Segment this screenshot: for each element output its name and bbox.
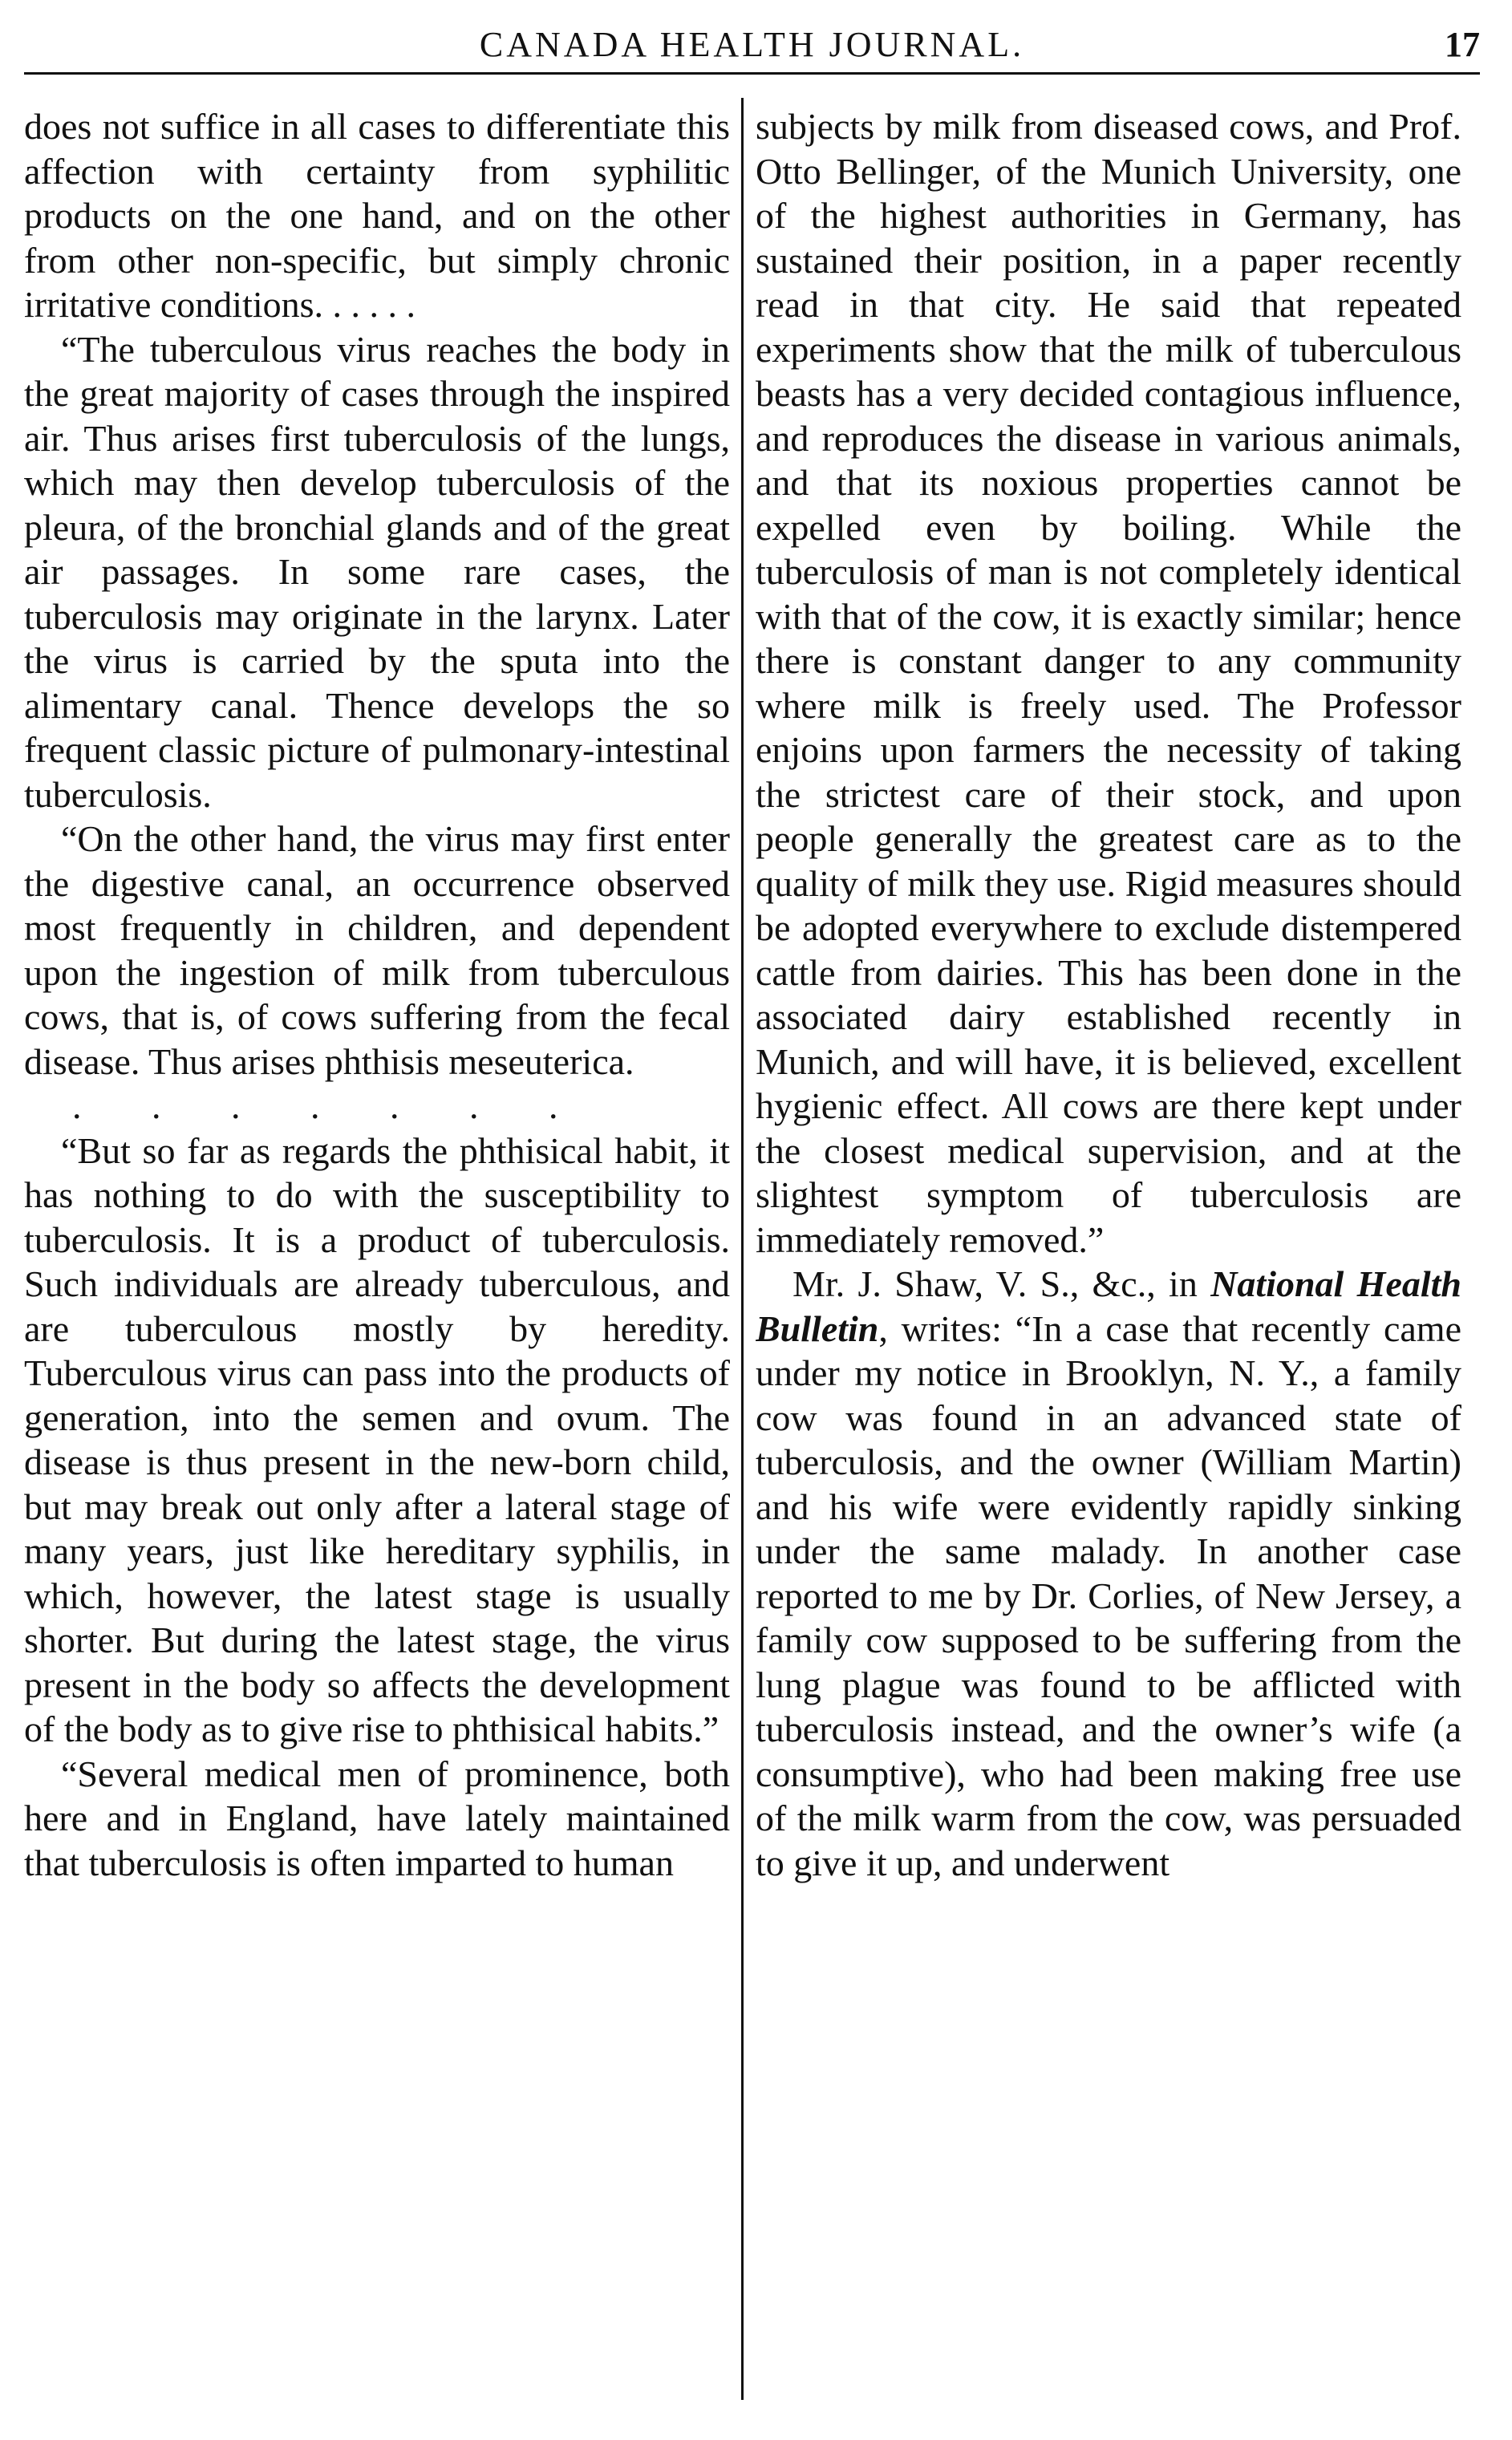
paragraph [756, 1262, 1461, 1885]
running-header [24, 24, 1480, 69]
paragraph: does not suffice in all cases to differentiate this affection with certainty from syphilitic products on the one hand, and on the other from other non-specific, but simply chronic irritative conditions. . . . . . [24, 106, 730, 325]
text-run: Mr. J. Shaw, V. S., &c., in [792, 1263, 1211, 1304]
header-rule [24, 72, 1480, 75]
ellipsis-separator: . . . . . . . [72, 1085, 589, 1126]
text-run: , writes: “In a case that recently came under my notice in Brooklyn, N. Y., a family cow was found in an advanced state of tuberculosis, and the owner (William Martin) and his wife were evidently rapidly sinking under the same malady. In another case reported to me by Dr. Corlies, of New Jersey, a family cow supposed to be suffering from the lung plague was found to be afflicted with tuberculosis instead, and the owner’s wife (a consumptive), who had been making free use of the milk warm from the cow, was persuaded to give it up, and underwent [756, 1307, 1461, 1883]
paragraph: “On the other hand, the virus may first enter the digestive canal, an occurrence observed most frequently in children, and dependent upon the ingestion of milk from tuberculous cows, that is, of cows suffering from the fecal disease. Thus arises phthisis meseuterica. [24, 818, 730, 1082]
journal-title: CANADA HEALTH JOURNAL. [479, 25, 1025, 64]
left-column [24, 104, 730, 2424]
right-column [756, 104, 1461, 2424]
article-body [24, 104, 1472, 2424]
paragraph: “Several medical men of prominence, both here and in England, have lately maintained that tuberculosis is often imparted to human [24, 1753, 730, 1883]
column-divider [741, 98, 744, 2400]
publication-title: National Health Bulletin [756, 1263, 1461, 1349]
page-number: 17 [1445, 25, 1480, 64]
paragraph: “But so far as regards the phthisical habit, it has nothing to do with the susceptibility to tuberculosis. It is a product of tuberculosis. Such individuals are already tuberculous, and are tuberculous mostly by heredity. Tuberculous virus can pass into the products of generation, into the semen and ovum. The disease is thus present in the new-born child, but may break out only after a lateral stage of many years, just like hereditary syphilis, in which, however, the latest stage is usually shorter. But during the latest stage, the virus present in the body so affects the development of the body as to give rise to phthisical habits.” [24, 1129, 730, 1749]
paragraph: “The tuberculous virus reaches the body in the great majority of cases through the inspired air. Thus arises first tuberculosis of the lungs, which may then develop tuberculosis of the pleura, of the bronchial glands and of the great air passages. In some rare cases, the tuberculosis may originate in the larynx. Later the virus is carried by the sputa into the alimentary canal. Thence develops the so frequent classic picture of pulmonary-intestinal tuberculosis. [24, 328, 730, 815]
paragraph: subjects by milk from diseased cows, and Prof. Otto Bellinger, of the Munich University, one of the highest authorities in Germany, has sustained their position, in a paper recently read in that city. He said that repeated experiments show that the milk of tuberculous beasts has a very decided contagious influence, and reproduces the disease in various animals, and that its noxious properties cannot be expelled even by boiling. While the tuberculosis of man is not completely identical with that of the cow, it is exactly similar; hence there is constant danger to any community where milk is freely used. The Professor enjoins upon farmers the necessity of taking the strictest care of their stock, and upon people generally the greatest care as to the quality of milk they use. Rigid measures should be adopted everywhere to exclude distempered cattle from dairies. This has been done in the associated dairy established recently in Munich, and will have, it is believed, excellent hygienic effect. All cows are there kept under the closest medical supervision, and at the slightest symptom of tuberculosis are immediately removed.” [756, 106, 1461, 1260]
